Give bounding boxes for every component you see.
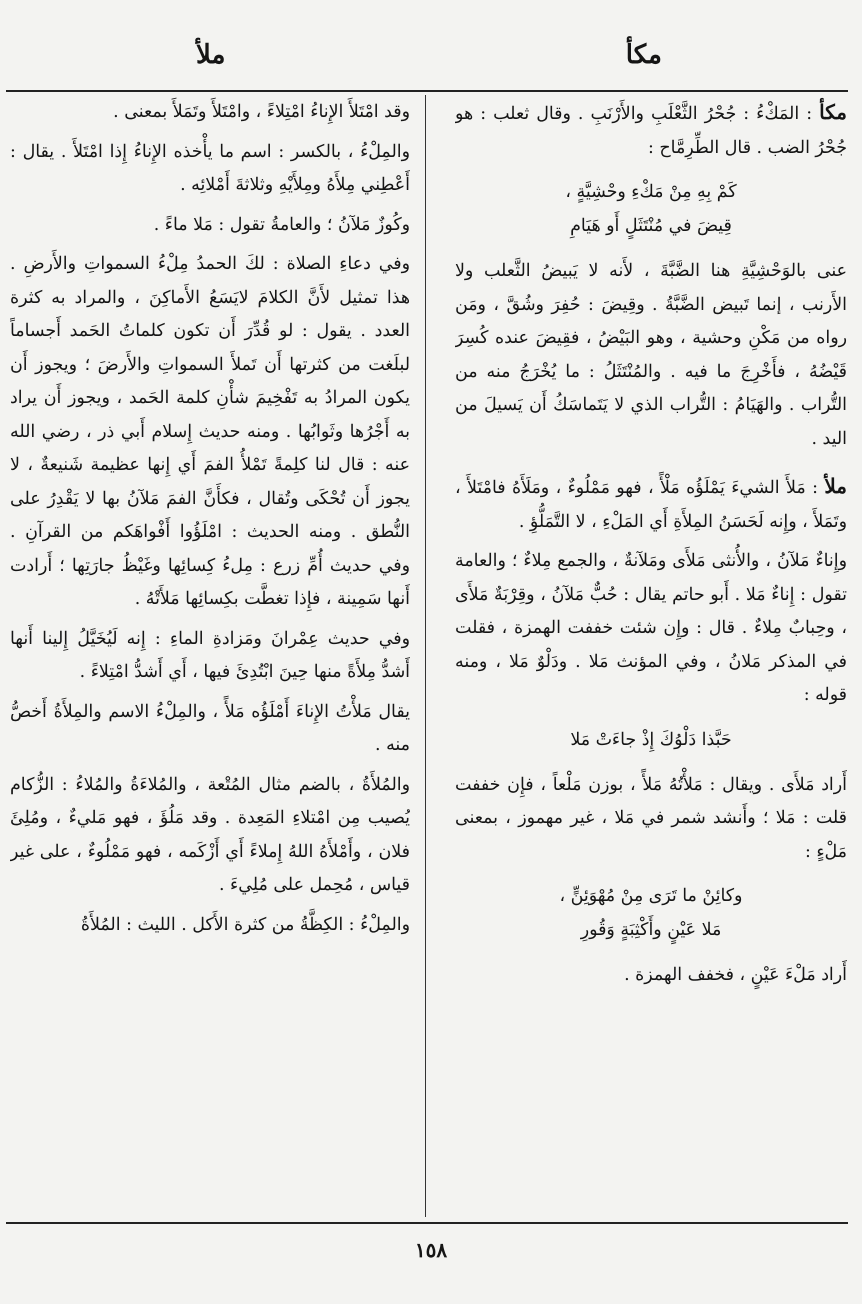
- verse-dalw: [455, 723, 847, 757]
- column-divider: [425, 95, 426, 1217]
- entry-head-makaa: مكأ: [819, 100, 847, 124]
- entry-makaa-text: : المَكْءُ : جُحْرُ الثَّعْلَبِ والأَرْنَبِ . وقال ثعلب : هو جُحْرُ الضب . قال الطِّرِمَّاح :: [455, 104, 847, 158]
- verse-line: قِيضَ في مُنْتَثَلٍ أَو هَيَامِ: [570, 216, 732, 236]
- bottom-rule: [6, 1222, 848, 1224]
- paragraph: وإِناءٌ مَلآنُ ، والأُنثى مَلأَى ومَلآنةٌ ، والجمع مِلاءٌ ؛ والعامة تقول : إِناءٌ مَلا . أَبو حاتم يقال : حُبٌّ مَلآنُ ، وقِرْبَةٌ مَلأَى ، وحِبابٌ مِلاءٌ . قال : وإِن شئت خففت الهمزة ، فقلت في المذكر مَلانُ ، وفي المؤنث مَلا . ودَلْوٌ مَلا ، ومنه قوله :: [455, 551, 847, 705]
- paragraph: والمِلْءُ : الكِظَّةُ من كثرة الأَكل . الليث : المُلأَةُ: [80, 914, 410, 935]
- verse-line: حَبَّذا دَلْوُكَ إِذْ جاءَتْ مَلا: [570, 729, 732, 750]
- paragraph: والمِلْءُ ، بالكسر : اسم ما يأْخذه الإِناءُ إِذا امْتَلأَ . يقال : أَعْطِني مِلأَهُ ومِلأَيْهِ وثلاثةَ أَمْلائِه .: [10, 141, 410, 195]
- header-right-word: مكأ: [625, 40, 662, 70]
- verse-tirimmah: [455, 175, 847, 243]
- page-number: ١٥٨: [414, 1238, 448, 1262]
- entry-makaa: [455, 96, 847, 165]
- paragraph: وفي دعاءِ الصلاة : لكَ الحمدُ مِلْءُ السمواتِ والأَرضِ . هذا تمثيل لأَنَّ الكلامَ لايَسَعُ الأَماكِنَ ، والمراد به كثرة العدد . يقول : لو قُدِّرَ أَن تكون كلماتُ الحَمد أَجساماً لبلَغت من كثرتها أَن تَملأَ السمواتِ والأَرضَ ؛ ويجوز أَن يكون المرادُ به تَفْخِيمَ شأْنِ كلمة الحَمد ، ويجوز أَن يراد به أَجْرُها وثَوابُها . ومنه حديث إِسلام أَبي ذر ، رضي الله عنه : قال لنا كلِمةً تَمْلأُ الفمَ أَي إِنها عظيمة شَنيعةٌ ، لا يجوز أَن تُحْكَى وتُقال ، فكأَنَّ الفمَ مَلآنُ بها لا يَقْدِرُ على النُّطق . ومنه الحديث : امْلَؤُوا أَفْواهَكم من القرآنِ . وفي حديث أُمِّ زرع : مِلءُ كِسائِها وغَيْظُ جارَتِها ؛ أَرادت أَنها سَمِينة ، فإِذا تغطَّت بكِسائِها مَلأَتْهُ .: [10, 254, 410, 609]
- paragraph: وكُوزٌ مَلآنُ ؛ والعامةُ تقول : مَلا ماءً .: [153, 214, 410, 235]
- paragraph: عنى بالوَحْشِيَّةِ هنا الضَّبَّةَ ، لأَنه لا يَبيضُ الثَّعلب ولا الأَرنب ، إنما تَبيض الضَّبَّةُ . وقِيضَ : حُفِرَ وشُقَّ ، ومَن رواه من مَكْنِ وحشية ، وهو البَيْضُ ، فقِيضَ عنده كُسِرَ قَيْضُهُ ، فأَخْرِجَ ما فيه . والمُنْتَثَلُ : ما يُخْرَجُ منه من التُّراب . والهَيَامُ : التُّراب الذي لا يَتَماسَكُ أَن يَسيلَ من اليد .: [455, 261, 847, 449]
- paragraph: يقال مَلأْتُ الإِناءَ أَمْلَؤُه مَلأً ، والمِلْءُ الاسم والمِلأَةُ أَخصُّ منه .: [10, 701, 410, 755]
- paragraph: وفي حديث عِمْرانَ ومَزادةِ الماءِ : إِنه لَيُخَيَّلُ إِلينا أَنها أَشدُّ مِلأَةً منها حِينَ ابْتُدِئَ فيها ، أَي أَشدُّ امْتِلاءً .: [10, 628, 410, 682]
- paragraph: أَراد مَلأَى . ويقال : مَلأْتُهُ مَلأً ، بوزن مَلْعاً ، فإِن خففت قلت : مَلا ؛ وأَنشد شمر في مَلا ، غير مهموز ، بمعنى مَلْءٍ :: [455, 774, 847, 862]
- header-left-word: ملأ: [196, 40, 226, 70]
- paragraph: والمُلأَةُ ، بالضم مثال المُتْعة ، والمُلاءَةُ والمُلاءُ : الزُّكام يُصيب مِن امْتلاءِ المَعِدة . وقد مَلُؤَ ، فهو مَليءٌ ، ومُلِئَ فلان ، وأَمْلأَهُ اللهُ إِملاءً أَي أَزْكَمه ، فهو مَمْلُوءٌ ، على غير قياس ، مُحِمل على مُلِيءَ .: [10, 774, 410, 895]
- entry-head-malaa: ملأ: [824, 474, 847, 498]
- entry-malaa-text: : مَلأَ الشيءَ يَمْلَؤُه مَلْأً ، فهو مَمْلُوءٌ ، ومَلَأَهُ فامْتَلأَ ، وتَمَلأَ ، وإِنه لَحَسَنُ المِلأَةِ أَي المَلْءِ ، لا التَّمَلُّؤِ .: [455, 478, 847, 532]
- right-column: [455, 96, 847, 1216]
- paragraph: وقد امْتَلأَ الإِناءُ امْتِلاءً ، وامْتَلأَ وتَمَلأَ بمعنى .: [113, 102, 410, 122]
- verse-line: مَلا عَيْنٍ وأَكْثِبَةٍ وَقُورِ: [580, 920, 722, 940]
- left-column: [10, 96, 410, 1216]
- verse-line: كَمْ بِهِ مِنْ مَكْءِ وحْشِيَّةٍ ،: [565, 182, 737, 202]
- verse-shamir: [455, 879, 847, 947]
- entry-malaa: [455, 470, 847, 539]
- paragraph: أَراد مَلْءَ عَيْنٍ ، فخفف الهمزة .: [624, 965, 847, 985]
- top-rule: [6, 90, 848, 92]
- verse-line: وكائِنْ ما تَرَى مِنْ مُهْوَئِنٍّ ،: [559, 886, 743, 906]
